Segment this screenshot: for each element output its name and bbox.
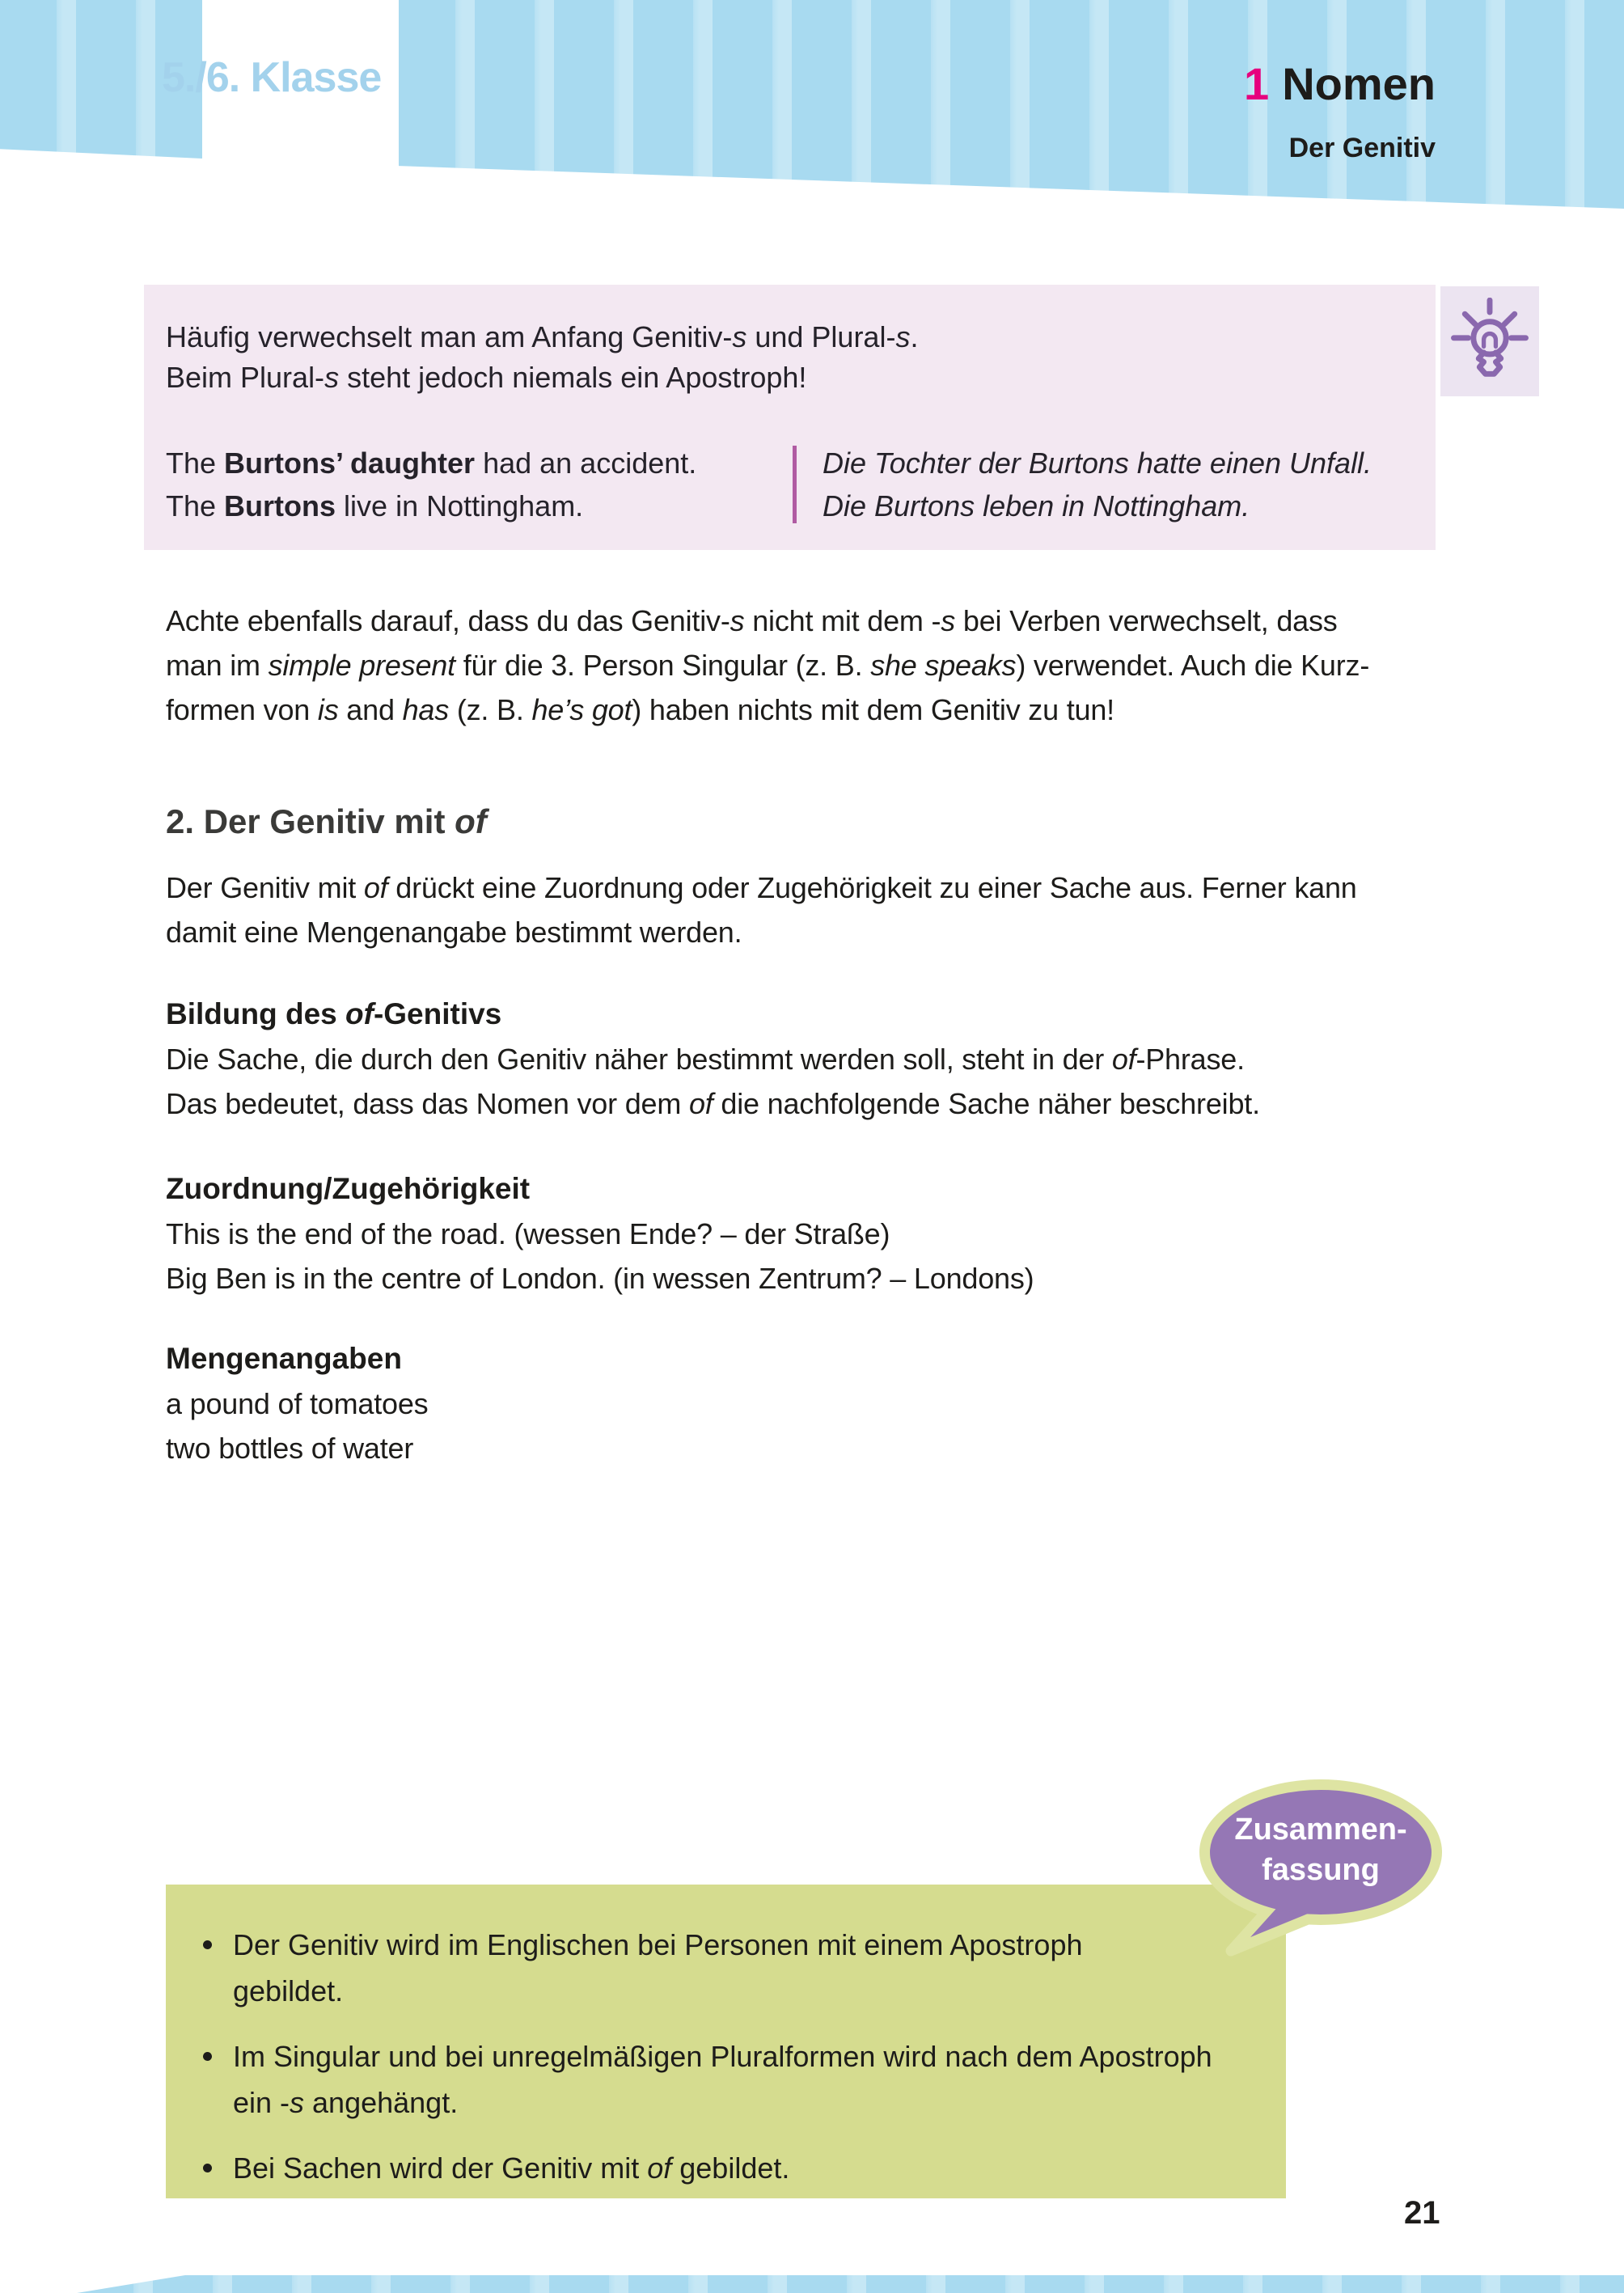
text-line: Bei Sachen wird der Genitiv mit of gebildet. bbox=[233, 2151, 790, 2185]
header-stripes-main bbox=[399, 0, 1624, 209]
paragraph-genitiv-mit-of bbox=[166, 865, 1357, 954]
text-line: damit eine Mengenangabe bestimmt werden. bbox=[166, 916, 742, 949]
bullet-dot-icon bbox=[203, 2164, 212, 2172]
example-line-de: Die Burtons leben in Nottingham. bbox=[823, 489, 1250, 522]
subsection-zuordnung bbox=[166, 1166, 1034, 1301]
chapter-number: 1 bbox=[1244, 58, 1270, 109]
tip-box bbox=[144, 285, 1436, 550]
bullet-dot-icon bbox=[203, 1940, 212, 1949]
summary-bullet bbox=[200, 2033, 1245, 2126]
bubble-body bbox=[1210, 1790, 1432, 1914]
example-line-en: The Burtons’ daughter had an accident. bbox=[166, 446, 697, 480]
page-number: 21 bbox=[1404, 2195, 1440, 2231]
summary-bullet bbox=[200, 2145, 1245, 2191]
summary-speech-bubble bbox=[1174, 1765, 1474, 1967]
text-line: Der Genitiv mit of drückt eine Zuordnung oder Zugehörigkeit zu einer Sache aus. Ferner kann bbox=[166, 871, 1357, 904]
summary-box bbox=[166, 1885, 1286, 2198]
subsection-heading: Bildung des of-Genitivs bbox=[166, 997, 502, 1030]
footer-stripes bbox=[77, 2275, 1624, 2293]
chapter-title-line bbox=[1244, 58, 1436, 110]
text-line: gebildet. bbox=[233, 1974, 344, 2007]
text-line: Das bedeutet, dass das Nomen vor dem of die nachfolgende Sache näher beschreibt. bbox=[166, 1087, 1260, 1120]
example-german-column bbox=[797, 442, 1372, 527]
text-line: ein -s angehängt. bbox=[233, 2086, 459, 2119]
text-line: man im simple present für die 3. Person Singular (z. B. she speaks) verwendet. Auch die Kurz- bbox=[166, 649, 1370, 682]
example-english-column bbox=[166, 442, 793, 527]
chapter-title: Nomen bbox=[1282, 58, 1436, 109]
section-title: Der Genitiv bbox=[1288, 133, 1436, 163]
tip-icon-box bbox=[1440, 286, 1539, 396]
bullet-text bbox=[233, 1922, 1083, 2014]
text-line: Die Sache, die durch den Genitiv näher bestimmt werden soll, steht in der of-Phrase. bbox=[166, 1043, 1245, 1076]
example-line-de: Die Tochter der Burtons hatte einen Unfall. bbox=[823, 446, 1372, 480]
bubble-label-line2: fassung bbox=[1262, 1853, 1380, 1887]
tip-intro-line: Häufig verwechselt man am Anfang Genitiv-s und Plural-s. bbox=[166, 320, 919, 353]
bubble-label-line1: Zusammen- bbox=[1234, 1813, 1407, 1847]
tip-intro-line: Beim Plural-s steht jedoch niemals ein Apostroph! bbox=[166, 361, 807, 394]
text-line: a pound of tomatoes bbox=[166, 1387, 429, 1420]
text-line: Big Ben is in the centre of London. (in wessen Zentrum? – Londons) bbox=[166, 1262, 1034, 1295]
text-line: Achte ebenfalls darauf, dass du das Genitiv-s nicht mit dem -s bei Verben verwechselt, dass bbox=[166, 604, 1338, 637]
chapter-header bbox=[1244, 58, 1436, 164]
text-line: two bottles of water bbox=[166, 1432, 414, 1465]
tip-examples bbox=[166, 442, 1419, 527]
lightbulb-icon bbox=[1447, 298, 1533, 383]
bullet-text bbox=[233, 2033, 1212, 2126]
text-line: formen von is and has (z. B. he’s got) haben nichts mit dem Genitiv zu tun! bbox=[166, 693, 1114, 726]
text-line: Der Genitiv wird im Englischen bei Personen mit einem Apostroph bbox=[233, 1928, 1083, 1961]
subsection-bildung bbox=[166, 992, 1260, 1126]
subsection-mengenangaben bbox=[166, 1336, 428, 1470]
text-line: This is the end of the road. (wessen Ende? – der Straße) bbox=[166, 1217, 890, 1250]
bullet-dot-icon bbox=[203, 2052, 212, 2061]
subsection-heading: Mengenangaben bbox=[166, 1342, 402, 1375]
summary-bullet bbox=[200, 1922, 1245, 2014]
paragraph-genitiv-s-warning bbox=[166, 599, 1369, 732]
text-line: Im Singular und bei unregelmäßigen Pluralformen wird nach dem Apostroph bbox=[233, 2040, 1212, 2073]
section-heading-genitiv-mit-of: 2. Der Genitiv mit of bbox=[166, 802, 487, 840]
subsection-heading: Zuordnung/Zugehörigkeit bbox=[166, 1172, 531, 1205]
bullet-text bbox=[233, 2145, 789, 2191]
example-line-en: The Burtons live in Nottingham. bbox=[166, 489, 584, 522]
grade-label: 5./6. Klasse bbox=[162, 54, 382, 101]
